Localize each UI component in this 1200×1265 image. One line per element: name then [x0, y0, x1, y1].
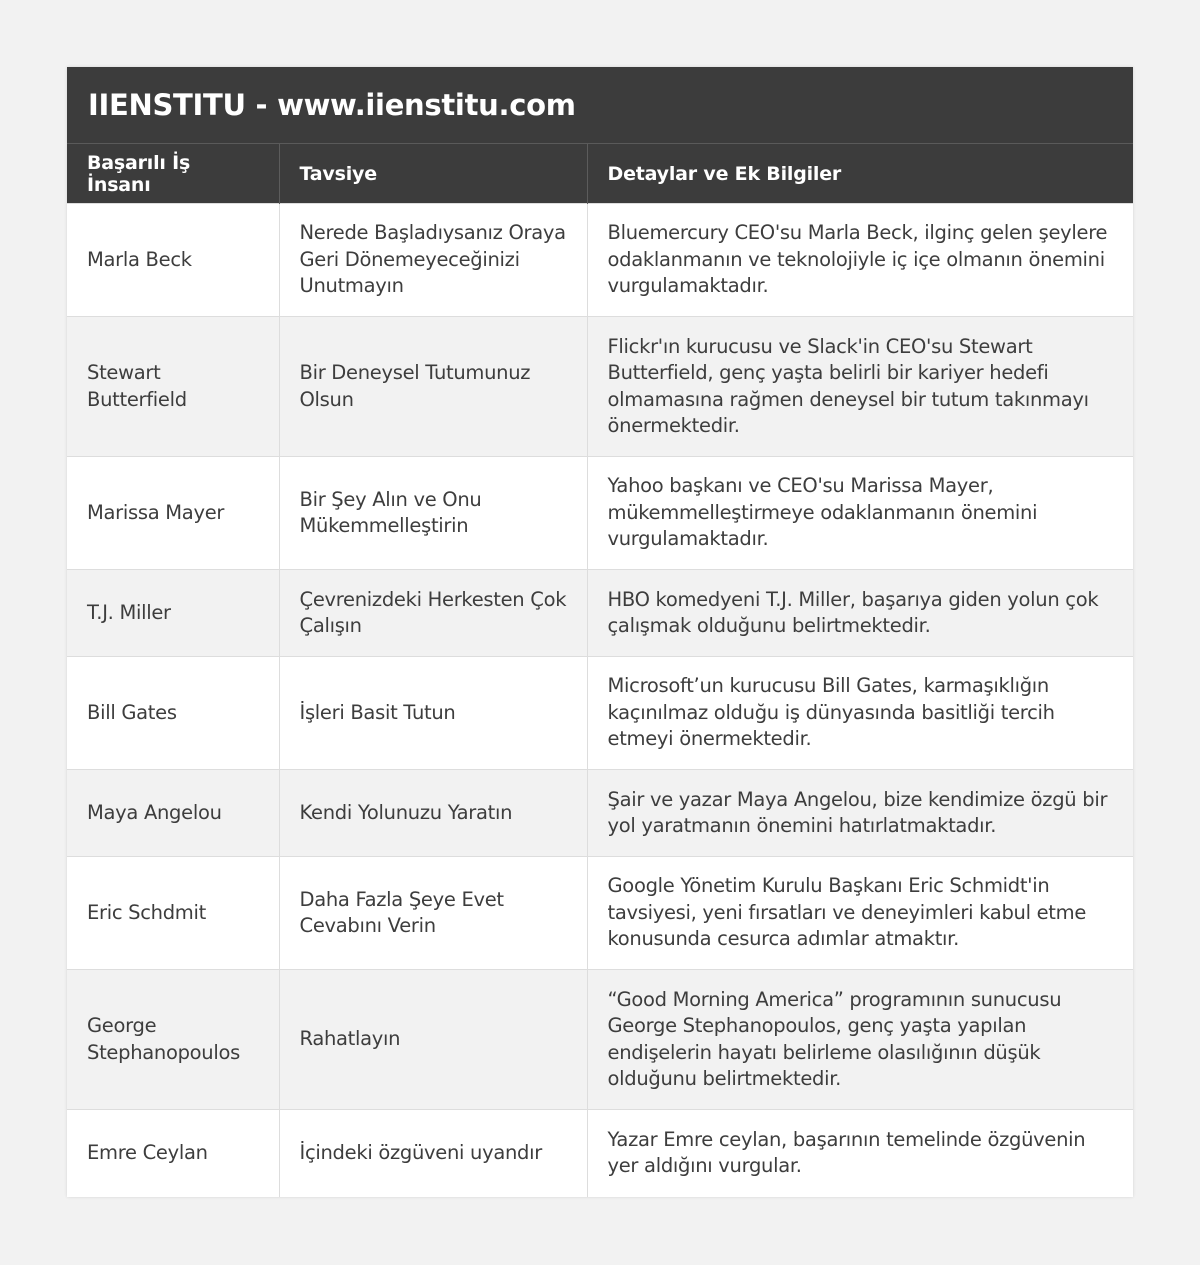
- advice-cell: Daha Fazla Şeye Evet Cevabını Verin: [279, 857, 587, 970]
- table-row: [67, 570, 1133, 657]
- advice-table: [67, 144, 1133, 1197]
- table-row: [67, 970, 1133, 1110]
- details-cell: HBO komedyeni T.J. Miller, başarıya giden yolun çok çalışmak olduğunu belirtmektedir.: [587, 570, 1133, 657]
- person-cell: Maya Angelou: [67, 770, 279, 857]
- person-cell: George Stephanopoulos: [67, 970, 279, 1110]
- page-title: IIENSTITU - www.iienstitu.com: [67, 67, 1133, 144]
- column-header-advice: Tavsiye: [279, 144, 587, 204]
- advice-cell: Bir Şey Alın ve Onu Mükemmelleştirin: [279, 457, 587, 570]
- column-header-person: Başarılı İş İnsanı: [67, 144, 279, 204]
- person-cell: Marissa Mayer: [67, 457, 279, 570]
- table-row: [67, 657, 1133, 770]
- table-row: [67, 1110, 1133, 1197]
- details-cell: Microsoft’un kurucusu Bill Gates, karmaşıklığın kaçınılmaz olduğu iş dünyasında basitliği tercih etmeyi önermektedir.: [587, 657, 1133, 770]
- details-cell: “Good Morning America” programının sunucusu George Stephanopoulos, genç yaşta yapılan endişelerin hayatı belirleme olasılığının düşük olduğunu belirtmektedir.: [587, 970, 1133, 1110]
- details-cell: Yahoo başkanı ve CEO'su Marissa Mayer, mükemmelleştirmeye odaklanmanın önemini vurgulamaktadır.: [587, 457, 1133, 570]
- advice-cell: Rahatlayın: [279, 970, 587, 1110]
- person-cell: Emre Ceylan: [67, 1110, 279, 1197]
- person-cell: T.J. Miller: [67, 570, 279, 657]
- person-cell: Bill Gates: [67, 657, 279, 770]
- advice-cell: Nerede Başladıysanız Oraya Geri Dönemeyeceğinizi Unutmayın: [279, 204, 587, 317]
- details-cell: Şair ve yazar Maya Angelou, bize kendimize özgü bir yol yaratmanın önemini hatırlatmaktadır.: [587, 770, 1133, 857]
- advice-cell: Bir Deneysel Tutumunuz Olsun: [279, 317, 587, 457]
- details-cell: Yazar Emre ceylan, başarının temelinde özgüvenin yer aldığını vurgular.: [587, 1110, 1133, 1197]
- details-cell: Bluemercury CEO'su Marla Beck, ilginç gelen şeylere odaklanmanın ve teknolojiyle iç içe olmanın önemini vurgulamaktadır.: [587, 204, 1133, 317]
- column-header-details: Detaylar ve Ek Bilgiler: [587, 144, 1133, 204]
- advice-cell: İşleri Basit Tutun: [279, 657, 587, 770]
- table-row: [67, 317, 1133, 457]
- table-card: [67, 67, 1133, 1197]
- person-cell: Marla Beck: [67, 204, 279, 317]
- table-row: [67, 457, 1133, 570]
- table-row: [67, 204, 1133, 317]
- details-cell: Google Yönetim Kurulu Başkanı Eric Schmidt'in tavsiyesi, yeni fırsatları ve deneyimleri kabul etme konusunda cesurca adımlar atmaktır.: [587, 857, 1133, 970]
- table-row: [67, 857, 1133, 970]
- details-cell: Flickr'ın kurucusu ve Slack'in CEO'su Stewart Butterfield, genç yaşta belirli bir kariyer hedefi olmamasına rağmen deneysel bir tutum takınmayı önermektedir.: [587, 317, 1133, 457]
- advice-cell: Çevrenizdeki Herkesten Çok Çalışın: [279, 570, 587, 657]
- table-header-row: [67, 144, 1133, 204]
- advice-cell: İçindeki özgüveni uyandır: [279, 1110, 587, 1197]
- person-cell: Stewart Butterfield: [67, 317, 279, 457]
- person-cell: Eric Schdmit: [67, 857, 279, 970]
- advice-cell: Kendi Yolunuzu Yaratın: [279, 770, 587, 857]
- table-row: [67, 770, 1133, 857]
